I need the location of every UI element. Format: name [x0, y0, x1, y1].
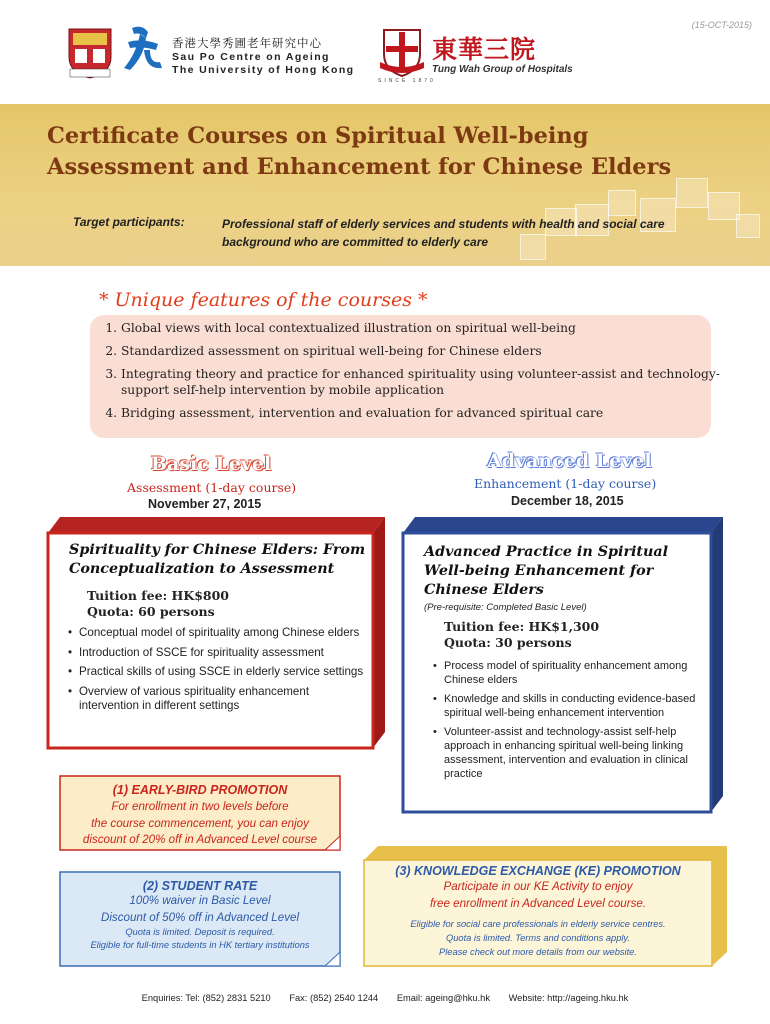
- hku-name-english-2: The University of Hong Kong: [172, 64, 355, 76]
- promo2-line-2: Discount of 50% off in Advanced Level: [100, 910, 300, 924]
- advanced-bullet: • Knowledge and skills in conducting evidence-based spiritual well-being enhancement intervention: [434, 692, 706, 720]
- advanced-course-title-line-2: Well-being Enhancement for: [424, 563, 654, 579]
- promo-student-rate: [60, 879, 340, 952]
- basic-bullet: • Conceptual model of spirituality among Chinese elders: [69, 626, 365, 641]
- promo2-line-1: 100% waiver in Basic Level: [129, 894, 271, 907]
- hku-name-english-1: Sau Po Centre on Ageing: [172, 51, 330, 63]
- document-date: (15-OCT-2015): [691, 20, 752, 30]
- promo1-line-1: For enrollment in two levels before: [111, 800, 289, 813]
- basic-fee-block: [87, 588, 369, 620]
- basic-tuition-fee: Tuition fee: HK$800: [87, 588, 230, 603]
- promo2-heading: (2) STUDENT RATE: [142, 879, 258, 893]
- advanced-course-content: [424, 543, 706, 786]
- promo-early-bird: [60, 783, 340, 849]
- basic-level-subtitle: Assessment (1-day course): [127, 480, 297, 495]
- tung-wah-name-english: Tung Wah Group of Hospitals: [432, 64, 573, 75]
- target-line-1: Professional staff of elderly services and students with health and social care: [222, 217, 665, 231]
- feature-item: 3. Integrating theory and practice for enhanced spirituality using volunteer-assist and technology-support self-help intervention by mobile application: [121, 366, 731, 398]
- promo3-notes: [364, 917, 712, 959]
- basic-course-title-line-2: Conceptualization to Assessment: [69, 561, 335, 577]
- hku-name-chinese: 香港大學秀圃老年研究中心: [172, 38, 322, 50]
- promo1-line-2: the course commencement, you can enjoy: [91, 816, 309, 830]
- basic-box-side: [373, 517, 385, 748]
- promo2-notes: [60, 926, 340, 952]
- page-title-line-1: Certificate Courses on Spiritual Well-being: [47, 123, 589, 149]
- promo3-line-3: Eligible for social care professionals in elderly service centres.: [410, 919, 666, 929]
- advanced-course-title-line-1: Advanced Practice in Spiritual: [424, 544, 669, 560]
- feature-item: 4. Bridging assessment, intervention and evaluation for advanced spiritual care: [121, 405, 731, 421]
- advanced-box-top: [403, 517, 723, 533]
- promo2-body: [60, 893, 340, 926]
- basic-course-content: [69, 541, 369, 719]
- advanced-prerequisite: (Pre-requisite: Completed Basic Level): [424, 602, 587, 613]
- advanced-tuition-fee: Tuition fee: HK$1,300: [444, 619, 600, 634]
- promo2-line-4: Eligible for full-time students in HK tertiary institutions: [90, 940, 310, 950]
- promo1-heading: (1) EARLY-BIRD PROMOTION: [112, 783, 288, 797]
- features-heading: * Unique features of the courses *: [99, 289, 428, 311]
- advanced-course-title-line-3: Chinese Elders: [424, 582, 544, 598]
- footer-fax: Fax: (852) 2540 1244: [289, 993, 379, 1003]
- promo1-line-3: discount of 20% off in Advanced Level course: [82, 833, 318, 846]
- advanced-level-heading: Advanced Level: [487, 450, 652, 472]
- basic-bullet: • Overview of various spirituality enhancement intervention in different settings: [69, 685, 365, 714]
- feature-item: 2. Standardized assessment on spiritual well-being for Chinese elders: [121, 343, 731, 359]
- footer-website-link[interactable]: Website: http://ageing.hku.hk: [508, 993, 629, 1003]
- promo3-line-5: Please check out more details from our website.: [439, 947, 637, 957]
- basic-bullet-list: [59, 626, 365, 714]
- contact-footer: [0, 993, 770, 1003]
- promo1-body: [60, 799, 340, 849]
- advanced-level-subtitle: Enhancement (1-day course): [474, 476, 657, 491]
- advanced-course-title: [424, 543, 706, 600]
- advanced-box-side: [711, 517, 723, 812]
- page-title-line-2: Assessment and Enhancement for Chinese Elders: [47, 154, 672, 180]
- promo3-line-4: Quota is limited. Terms and conditions apply.: [446, 933, 630, 943]
- target-line-2: background who are committed to elderly care: [222, 235, 489, 249]
- footer-enquiries: Enquiries: Tel: (852) 2831 5210: [141, 993, 271, 1003]
- promo3-body: [364, 879, 712, 912]
- basic-quota: Quota: 60 persons: [87, 604, 215, 619]
- tung-wah-name-chinese: 東華三院: [432, 35, 537, 64]
- basic-level-date: November 27, 2015: [148, 497, 262, 511]
- advanced-fee-block: [444, 619, 706, 651]
- promo3-heading: (3) KNOWLEDGE EXCHANGE (KE) PROMOTION: [395, 864, 681, 878]
- feature-item: 1. Global views with local contextualized illustration on spiritual well-being: [121, 320, 731, 336]
- advanced-quota: Quota: 30 persons: [444, 635, 572, 650]
- basic-level-heading: Basic Level: [151, 453, 272, 475]
- promo3-top: [364, 846, 727, 860]
- advanced-bullet-list: [424, 659, 706, 781]
- footer-email-link[interactable]: Email: ageing@hku.hk: [396, 993, 490, 1003]
- basic-bullet: • Introduction of SSCE for spirituality assessment: [69, 646, 365, 661]
- promo3-line-1: Participate in our KE Activity to enjoy: [443, 880, 633, 893]
- advanced-bullet: • Process model of spirituality enhancement among Chinese elders: [434, 659, 706, 687]
- advanced-level-date: December 18, 2015: [511, 494, 624, 508]
- basic-course-title-line-1: Spirituality for Chinese Elders: From: [69, 542, 366, 558]
- target-participants-label: Target participants:: [73, 215, 185, 229]
- promo2-line-3: Quota is limited. Deposit is required.: [125, 927, 275, 937]
- promo-knowledge-exchange: [364, 864, 712, 959]
- basic-bullet: • Practical skills of using SSCE in elderly service settings: [69, 665, 365, 680]
- basic-course-title: [69, 541, 369, 579]
- tung-wah-since: SINCE 1870: [378, 78, 436, 84]
- basic-box-top: [48, 517, 385, 533]
- promo3-line-2: free enrollment in Advanced Level course.: [429, 896, 647, 910]
- advanced-bullet: • Volunteer-assist and technology-assist self-help approach in enhancing spiritual well-being linking assessment, intervention and evaluation in clinical practice: [434, 725, 706, 781]
